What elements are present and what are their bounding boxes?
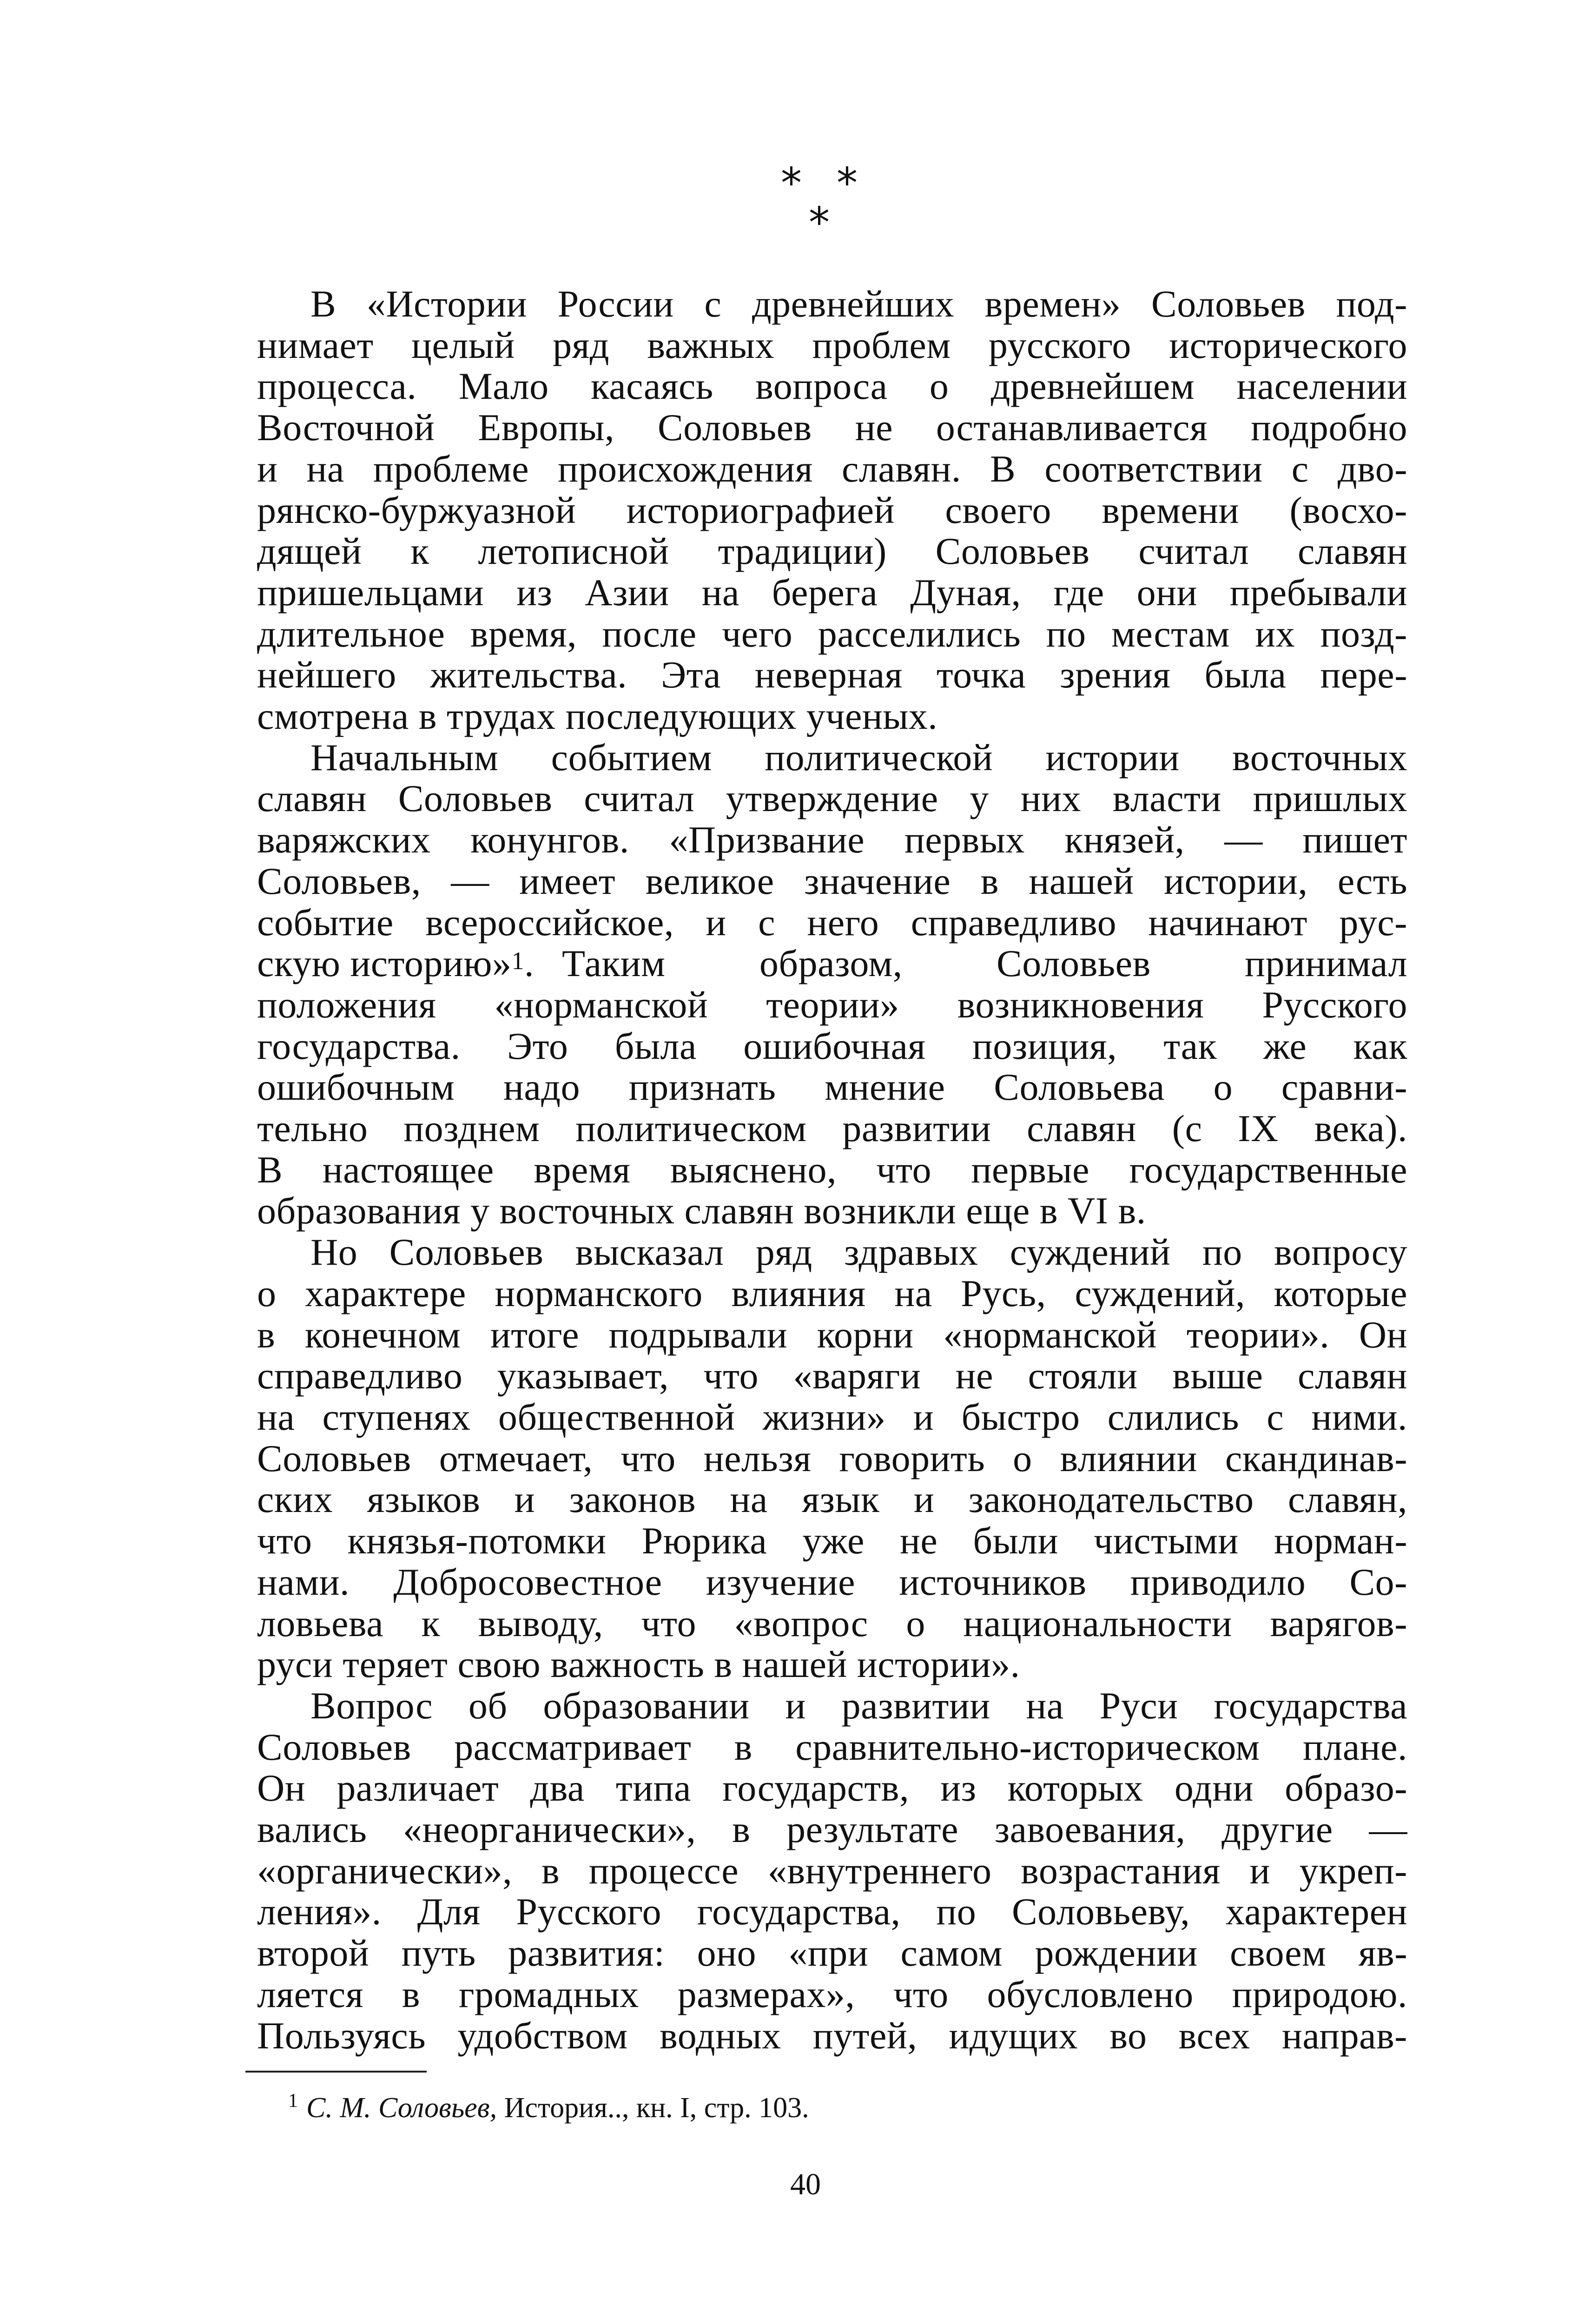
footnote-mark: 1 (288, 2090, 298, 2112)
asterisk-mark: * (809, 198, 830, 247)
text-line: тельно позднем политическом развитии славян (с IX века). (257, 1107, 1407, 1150)
paragraph (257, 1232, 1407, 1685)
text-line: дящей к летописной традиции) Соловьев считал славян (257, 530, 1407, 573)
footnote (288, 2089, 809, 2130)
text-line: Начальным событием политической истории восточных (310, 736, 1407, 779)
body-text (257, 284, 1407, 2056)
text-line: о характере норманского влияния на Русь, суждений, которые (257, 1272, 1407, 1314)
text-line: положения «норманской теории» возникновения Русского (257, 983, 1407, 1026)
asterisk-mark: * (837, 159, 858, 208)
text-line: и на проблеме происхождения славян. В соответствии с дво- (257, 447, 1407, 490)
text-line: на ступенях общественной жизни» и быстро слились с ними. (257, 1395, 1407, 1438)
text-line: государства. Это была ошибочная позиция, так же как (257, 1024, 1407, 1067)
text-line: длительное время, после чего расселились по местам их позд- (257, 612, 1407, 655)
text-line: Соловьев рассматривает в сравнительно-историческом плане. (257, 1725, 1407, 1768)
text-line: Он различает два типа государств, из которых одни образо- (257, 1767, 1407, 1809)
text-line: В настоящее время выяснено, что первые государственные (257, 1148, 1407, 1191)
text-line: справедливо указывает, что «варяги не стояли выше славян (257, 1354, 1407, 1397)
text-line: образования у восточных славян возникли еще в VI в. (257, 1189, 1146, 1232)
text-line: Пользуясь удобством водных путей, идущих во всех направ- (257, 2014, 1407, 2057)
text-line: событие всероссийское, и с него справедливо начинают рус- (257, 901, 1407, 944)
text-line: Соловьев отмечает, что нельзя говорить о влиянии скандинав- (257, 1437, 1407, 1479)
asterisk-mark: * (781, 159, 802, 208)
text-line: ошибочным надо признать мнение Соловьева о сравни- (257, 1066, 1407, 1109)
text-line: смотрена в трудах последующих ученых. (257, 695, 938, 738)
text-line: пришельцами из Азии на берега Дуная, где они пребывали (257, 571, 1407, 614)
text-line: второй путь развития: оно «при самом рождении своем яв- (257, 1932, 1407, 1974)
text-line: вались «неорганически», в результате завоевания, другие — (257, 1808, 1407, 1851)
page-number: 40 (790, 2167, 821, 2201)
text-line: в конечном итоге подрывали корни «норманской теории». Он (257, 1313, 1407, 1356)
text-line: варяжских конунгов. «Призвание первых князей, — пишет (257, 819, 1407, 861)
footnote-divider (245, 2071, 427, 2073)
text-line: «органически», в процессе «внутреннего возрастания и укреп- (257, 1849, 1407, 1892)
footnote-text: История.., кн. I, стр. 103. (504, 2092, 809, 2124)
text-line: Соловьев, — имеет великое значение в нашей истории, есть (257, 859, 1407, 902)
section-separator (725, 153, 865, 246)
text-line: ления». Для Русского государства, по Соловьеву, характерен (257, 1890, 1407, 1933)
text-line: славян Соловьев считал утверждение у них власти пришлых (257, 777, 1407, 820)
text-line: ских языков и законов на язык и законодательство славян, (257, 1478, 1407, 1521)
paragraph (257, 737, 1407, 1232)
footnote-author: С. М. Соловьев, (306, 2092, 497, 2124)
text-line: рянско-буржуазной историографией своего времени (восхо- (257, 489, 1407, 531)
text-line: В «Истории России с древнейших времен» Соловьев под- (310, 283, 1407, 325)
text-fragment: Таким образом, Соловьев принимал (562, 942, 1407, 985)
text-line: Но Соловьев высказал ряд здравых суждений по вопросу (310, 1231, 1407, 1274)
text-line (257, 943, 1407, 984)
paragraph (257, 284, 1407, 737)
text-line: процесса. Мало касаясь вопроса о древнейшем населении (257, 365, 1407, 408)
text-line: нимает целый ряд важных проблем русского исторического (257, 324, 1407, 366)
paragraph (257, 1685, 1407, 2056)
text-line: Восточной Европы, Соловьев не останавливается подробно (257, 406, 1407, 449)
text-line: нами. Добросовестное изучение источников приводило Со- (257, 1560, 1407, 1603)
text-line: нейшего жительства. Эта неверная точка зрения была пере- (257, 654, 1407, 696)
text-line: руси теряет свою важность в нашей истории». (257, 1643, 1020, 1686)
text-line: Вопрос об образовании и развитии на Руси государства (310, 1684, 1407, 1727)
text-line: ловьева к выводу, что «вопрос о национальности варягов- (257, 1602, 1407, 1644)
text-line: ляется в громадных размерах», что обусловлено природою. (257, 1973, 1407, 2015)
text-line: что князья-потомки Рюрика уже не были чистыми норман- (257, 1519, 1407, 1562)
footnote-reference[interactable]: 1 (511, 947, 525, 975)
text-fragment: скую историю»$^1$. (257, 942, 535, 985)
